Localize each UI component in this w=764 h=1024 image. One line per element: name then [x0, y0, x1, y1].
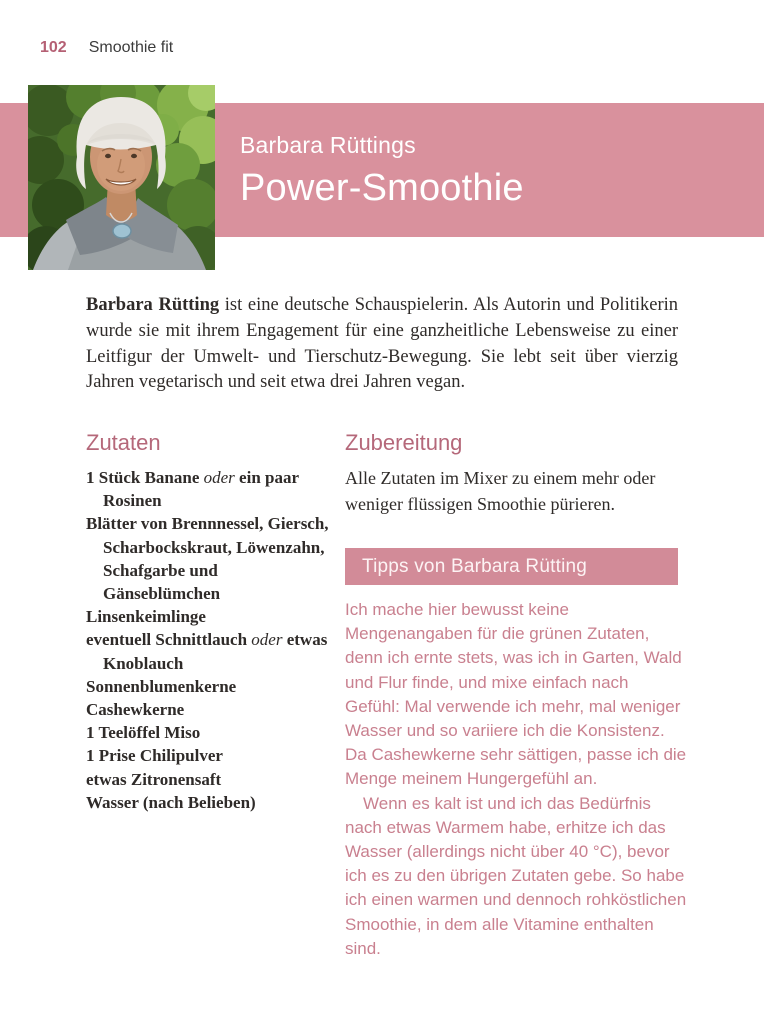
portrait-photo	[28, 85, 215, 270]
ingredient-item: eventuell Schnittlauch oder etwas Knoblauch	[86, 630, 328, 673]
portrait-illustration	[28, 85, 215, 270]
recipe-author-line: Barbara Rüttings	[240, 132, 416, 158]
chapter-title: Smoothie fit	[88, 39, 174, 56]
intro-paragraph	[86, 293, 678, 396]
tips-paragraph: Ich mache hier bewusst keine Mengenangaben für die grünen Zutaten, denn ich ernte stets, was ich in Garten, Wald und Flur finde, und mixe einfach nach Gefühl: Mal verwende ich mehr, mal weniger Wasser und so variiere ich die Konsistenz. Da Cashewkerne sehr sättigen, passe ich die Menge meinem Hungergefühl an.	[345, 600, 687, 789]
intro-text: ist eine deutsche Schauspielerin. Als Autorin und Politikerin wurde sie mit ihrem Engagement für eine ganzheitliche Lebensweise zu einer Leitfigur der Umwelt- und Tierschutz-Bewegung. Sie lebt seit über vierzig Jahren vegetarisch und seit etwa drei Jahren vegan.	[86, 295, 678, 393]
tips-paragraph: Wenn es kalt ist und ich das Bedürfnis nach etwas Warmem habe, erhitze ich das Wasser (allerdings nicht über 40 °C), bevor ich es zu den übrigen Zutaten gebe. So habe ich einen warmen und dennoch rohköstlichen Smoothie, in dem alle Vitamine enthalten sind.	[345, 793, 687, 958]
ingredient-item: 1 Stück Banane oder ein paar Rosinen	[86, 468, 299, 511]
page-header	[40, 38, 173, 58]
ingredient-item: Blätter von Brennnessel, Giersch, Scharbockskraut, Löwenzahn, Schafgarbe und Gänseblümchen	[86, 514, 329, 604]
ingredients-section	[86, 430, 338, 814]
ingredient-item: 1 Teelöffel Miso	[86, 723, 201, 743]
preparation-section	[345, 430, 681, 518]
ingredient-item: Linsenkeimlinge	[86, 607, 206, 627]
page-number: 102	[40, 39, 67, 56]
banner-text	[240, 131, 524, 211]
tips-text	[345, 598, 687, 961]
ingredient-item: Cashewkerne	[86, 700, 185, 720]
ingredient-item: 1 Prise Chilipulver	[86, 746, 223, 766]
preparation-text: Alle Zutaten im Mixer zu einem mehr oder weniger flüssigen Smoothie pürieren.	[345, 468, 656, 514]
recipe-title: Power-Smoothie	[240, 167, 524, 209]
ingredients-heading: Zutaten	[86, 430, 161, 455]
tips-box-header	[345, 548, 678, 585]
tips-heading: Tipps von Barbara Rütting	[362, 555, 588, 577]
ingredient-item: Wasser (nach Belieben)	[86, 792, 256, 812]
preparation-heading: Zubereitung	[345, 430, 463, 455]
ingredient-item: Sonnenblumenkerne	[86, 676, 237, 696]
ingredient-item: etwas Zitronensaft	[86, 769, 222, 789]
ingredients-list	[86, 466, 338, 814]
intro-lead: Barbara Rütting	[86, 295, 220, 315]
